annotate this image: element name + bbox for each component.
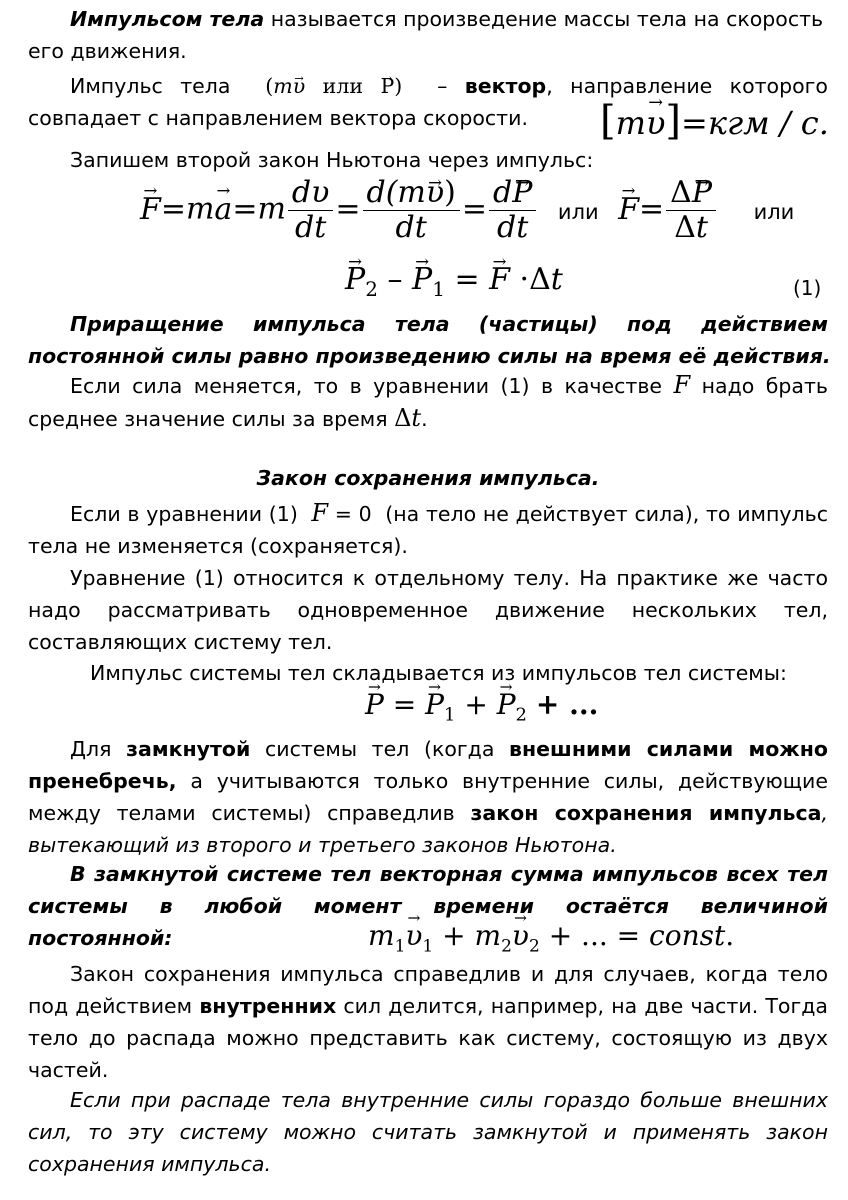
fraction-dv-dt: $\frac{d\upsilon}{dt}$ bbox=[288, 176, 333, 245]
fraction-dmv-dt: $\frac{d(m\to \upsilon)}{dt}$ bbox=[363, 176, 460, 245]
conservation-formula: $m_1\to \upsilon_1 + m_2\to \upsilon_2$ + ... = const. bbox=[368, 919, 734, 957]
fraction-dP-dt: $\frac{d\to P}{dt}$ bbox=[489, 176, 536, 245]
zero-force-paragraph: Если в уравнении (1) F = 0 (на тело не действует сила), то импульс тела не изменяется (сохраняется). bbox=[28, 499, 828, 558]
newton-second-law-formula: → F=m→ a=m $\frac{d\upsilon}{dt}$ = $\frac{d(m\to \upsilon)}{dt}$ = $\frac{d\to P}{dt}$ или → F= $\frac{\Delta\to P}{\Delta t}$ или bbox=[140, 176, 794, 245]
momentum-definition: Импульсом тела называется произведение массы тела на скорость его движения. bbox=[28, 7, 824, 63]
section-heading: Закон сохранения импульса. bbox=[256, 466, 600, 490]
equation-number: (1) bbox=[793, 276, 822, 300]
closed-system-paragraph: Для замкнутой системы тел (когда внешними силами можно пренебречь, а учитываются только внутренние силы, действующие между телами системы) справедлив закон сохранения импульса, вытекающий из второго и третьего законов Ньютона. bbox=[28, 737, 828, 857]
momentum-unit-formula: [m→ υ]=кгм / с. bbox=[600, 98, 829, 144]
term-vector: вектор bbox=[464, 74, 547, 98]
system-momentum-formula: → P = → $P_1$ + → $P_2$ + ... bbox=[365, 688, 598, 726]
variable-force-paragraph: Если сила меняется, то в уравнении (1) в качестве F надо брать среднее значение силы за время Δt. bbox=[28, 371, 828, 432]
decay-conservation-paragraph: Если при распаде тела внутренние силы гораздо больше внешних сил, то эту систему можно считать замкнутой и применять закон сохранения импульса. bbox=[28, 1088, 828, 1176]
term-momentum: Импульсом тела bbox=[70, 7, 265, 31]
fraction-deltaP-deltat: $\frac{\Delta\to P}{\Delta t}$ bbox=[666, 176, 716, 245]
conservation-law-statement: В замкнутой системе тел векторная сумма импульсов всех тел системы в любой момент времени остаётся величиной постоянной: bbox=[28, 862, 828, 950]
equation-1: → $P_2$ – → $P_1$ = → F ·Δt bbox=[345, 262, 563, 301]
momentum-vector-paragraph: Импульс тела (m→ υ или → P) – вектор, направление которого совпадает с направлением вектора скорости. bbox=[28, 70, 828, 134]
impulse-increment-statement: Приращение импульса тела (частицы) под действием постоянной силы равно произведению силы на время её действия. bbox=[28, 312, 831, 368]
newton-intro: Запишем второй закон Ньютона через импульс: bbox=[70, 148, 594, 172]
internal-forces-paragraph: Закон сохранения импульса справедлив и для случаев, когда тело под действием внутренних сил делится, например, на две части. Тогда тело до распада можно представить как систему, состоящую из двух частей. bbox=[28, 962, 828, 1082]
system-of-bodies-paragraph: Уравнение (1) относится к отдельному телу. На практике же часто надо рассматривать одновременное движение нескольких тел, составляющих систему тел. bbox=[28, 566, 828, 654]
system-momentum-intro: Импульс системы тел складывается из импульсов тел системы: bbox=[90, 661, 787, 685]
